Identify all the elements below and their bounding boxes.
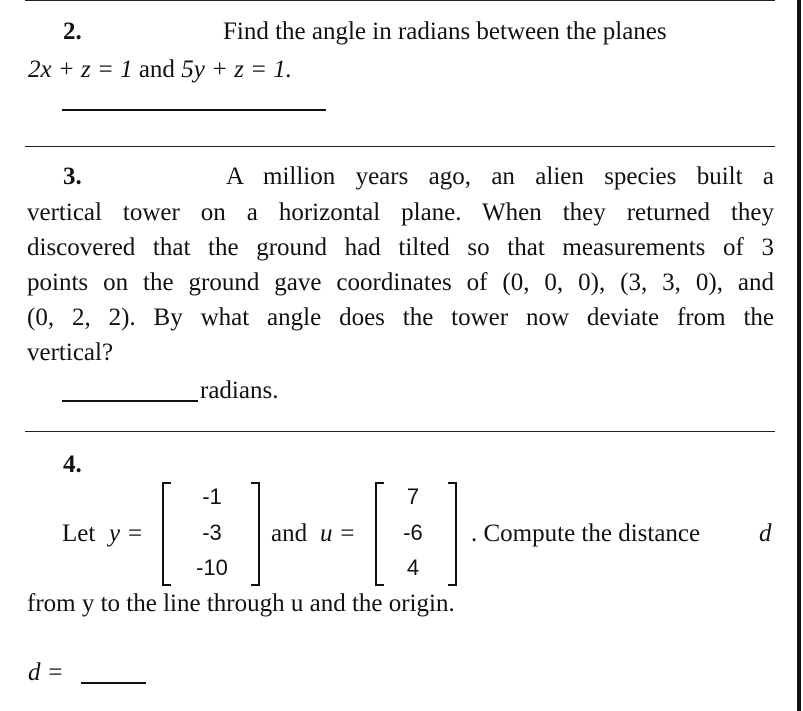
plane-1-equation: 2x + z = 1 (28, 56, 133, 83)
problem-4-number: 4. (63, 451, 82, 478)
problem-3-line-3: discovered that the ground had tilted so that measurements of 3 (27, 234, 774, 261)
problem-2-equations (28, 53, 292, 87)
problem-4-line-2: from y to the line through u and the origin. (27, 590, 455, 617)
y-entry-2: -3 (202, 520, 222, 545)
y-entry-3: -10 (196, 555, 228, 580)
y-right-bracket (251, 482, 260, 586)
d-answer-label (28, 656, 64, 690)
y-left-bracket (162, 482, 171, 586)
problem-3-number: 3. (63, 163, 82, 190)
u-right-bracket (448, 482, 457, 586)
problem-2-number: 2. (63, 18, 82, 45)
radians-label: radians. (200, 377, 279, 404)
divider-top (25, 0, 775, 1)
and-text: and (138, 56, 175, 83)
u-entry-2: -6 (403, 520, 423, 545)
d-equals: d = (28, 659, 64, 686)
answer-blank-3[interactable] (62, 400, 198, 402)
d-variable (759, 517, 772, 551)
u-label (320, 517, 356, 551)
plane-2-equation: 5y + z = 1. (181, 56, 293, 83)
u-entry-3: 4 (406, 555, 420, 580)
y-label (109, 517, 143, 551)
and-text-4: and (271, 520, 308, 547)
problem-3-line-5: (0, 2, 2). By what angle does the tower now deviate from the (27, 304, 774, 331)
u-equals: u = (320, 520, 356, 547)
divider-4 (25, 431, 775, 432)
y-entry-1: -1 (202, 484, 222, 509)
problem-3-line-1: A million years ago, an alien species built a (226, 163, 774, 190)
problem-2-text: Find the angle in radians between the planes (223, 18, 667, 45)
answer-blank-4[interactable] (81, 682, 146, 684)
d-symbol: d (759, 520, 772, 547)
page-border (797, 0, 801, 711)
let-text: Let (62, 520, 96, 547)
problem-3-line-6: vertical? (27, 339, 114, 366)
divider-3 (25, 146, 775, 147)
compute-text: . Compute the distance (471, 520, 701, 547)
u-entry-1: 7 (406, 484, 420, 509)
answer-blank-2[interactable] (62, 109, 326, 111)
y-equals: y = (109, 520, 144, 547)
problem-3-line-2: vertical tower on a horizontal plane. When they returned they (27, 199, 774, 226)
problem-3-line-4: points on the ground gave coordinates of (0, 0, 0), (3, 3, 0), and (27, 269, 774, 296)
